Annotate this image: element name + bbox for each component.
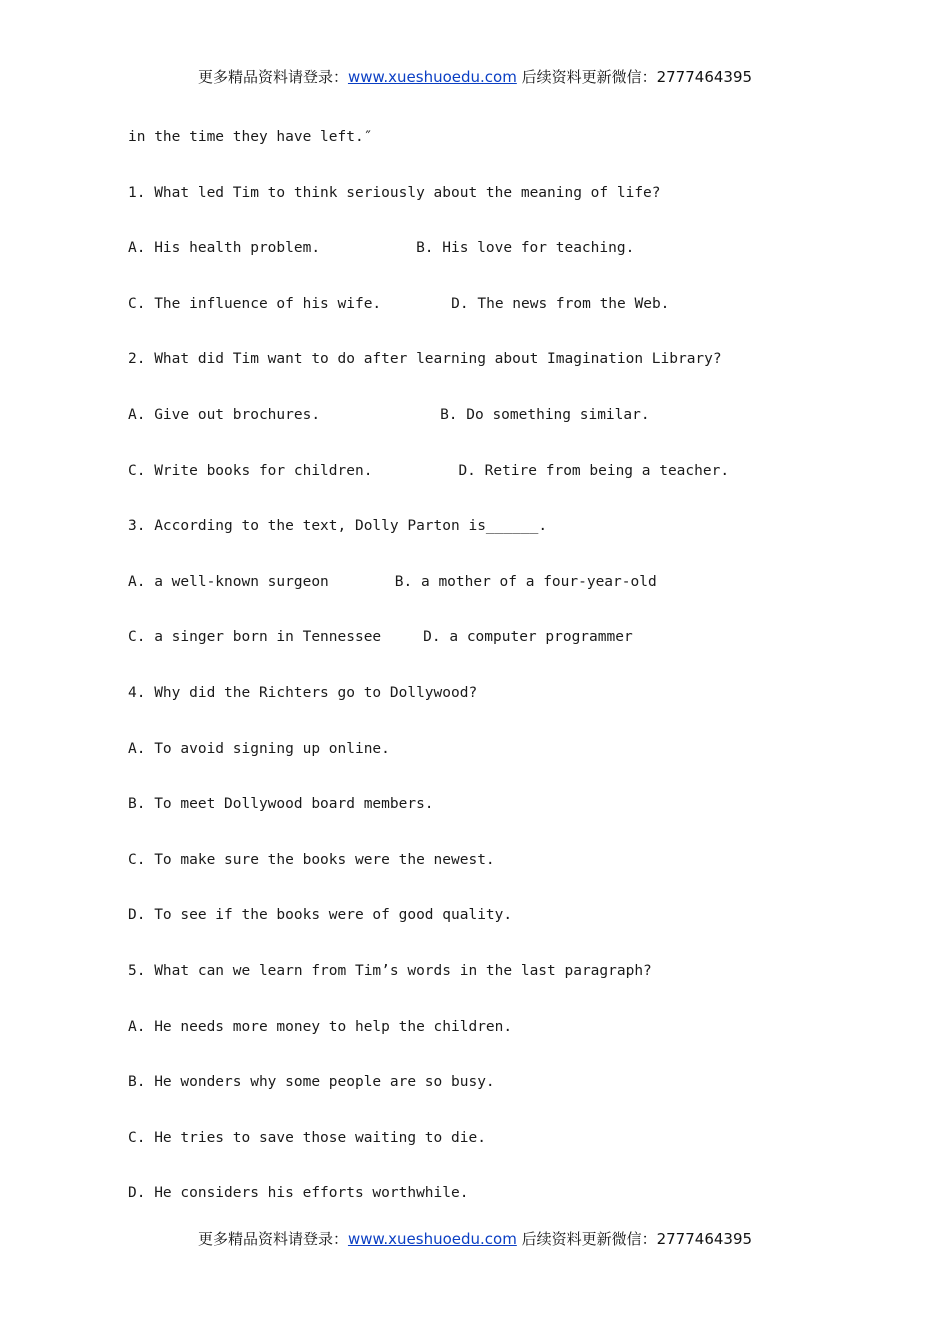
passage-continuation: in the time they have left.″ bbox=[128, 129, 373, 145]
question-3-options-ab bbox=[128, 571, 828, 627]
page-header bbox=[0, 66, 950, 87]
question-4-option-b: B. To meet Dollywood board members. bbox=[128, 796, 434, 813]
question-1-stem: 1. What led Tim to think seriously about the meaning of life? bbox=[128, 184, 661, 201]
question-1-options-cd bbox=[128, 293, 828, 349]
question-1-option-a: A. His health problem. bbox=[128, 240, 321, 257]
question-5-option-c: C. He tries to save those waiting to die. bbox=[128, 1129, 486, 1146]
question-2-option-d: D. Retire from being a teacher. bbox=[458, 462, 730, 479]
question-2-options-cd bbox=[128, 460, 828, 516]
header-website-link[interactable]: www.xueshuoedu.com bbox=[347, 68, 517, 86]
page-footer bbox=[0, 1228, 950, 1249]
question-2-option-b: B. Do something similar. bbox=[440, 406, 650, 423]
footer-website-link[interactable]: www.xueshuoedu.com bbox=[347, 1230, 517, 1248]
question-3-stem-prefix: 3. According to the text, Dolly Parton is bbox=[128, 518, 486, 535]
question-1-options-ab bbox=[128, 237, 828, 293]
question-2-option-c: C. Write books for children. bbox=[128, 462, 373, 479]
question-3-blank: ______ bbox=[485, 518, 539, 535]
header-suffix: 后续资料更新微信：2777464395 bbox=[516, 68, 753, 86]
question-5-option-a: A. He needs more money to help the children. bbox=[128, 1018, 513, 1035]
question-1-option-c: C. The influence of his wife. bbox=[128, 295, 382, 312]
question-2-option-a: A. Give out brochures. bbox=[128, 406, 321, 423]
header-prefix: 更多精品资料请登录： bbox=[197, 68, 348, 86]
question-3-option-b: B. a mother of a four-year-old bbox=[394, 573, 657, 590]
question-5-stem: 5. What can we learn from Tim’s words in the last paragraph? bbox=[128, 962, 652, 979]
question-1-option-d: D. The news from the Web. bbox=[451, 295, 670, 312]
question-2-stem: 2. What did Tim want to do after learning about Imagination Library? bbox=[128, 351, 722, 368]
question-1-option-b: B. His love for teaching. bbox=[416, 240, 635, 257]
question-3-option-d: D. a computer programmer bbox=[423, 629, 633, 646]
footer-prefix: 更多精品资料请登录： bbox=[197, 1230, 348, 1248]
question-3-options-cd bbox=[128, 626, 828, 682]
question-3-stem bbox=[128, 515, 828, 571]
question-3-stem-suffix: . bbox=[538, 518, 548, 535]
question-5-option-b: B. He wonders why some people are so busy. bbox=[128, 1074, 495, 1091]
question-4-stem: 4. Why did the Richters go to Dollywood? bbox=[128, 684, 478, 701]
question-body bbox=[128, 126, 828, 1238]
question-4-option-c: C. To make sure the books were the newest. bbox=[128, 851, 495, 868]
question-2-options-ab bbox=[128, 404, 828, 460]
question-4-option-a: A. To avoid signing up online. bbox=[128, 740, 390, 757]
question-4-option-d: D. To see if the books were of good quality. bbox=[128, 907, 513, 924]
question-5-option-d: D. He considers his efforts worthwhile. bbox=[128, 1185, 469, 1202]
question-3-option-c: C. a singer born in Tennessee bbox=[128, 629, 382, 646]
question-3-option-a: A. a well-known surgeon bbox=[128, 573, 329, 590]
footer-suffix: 后续资料更新微信：2777464395 bbox=[516, 1230, 753, 1248]
